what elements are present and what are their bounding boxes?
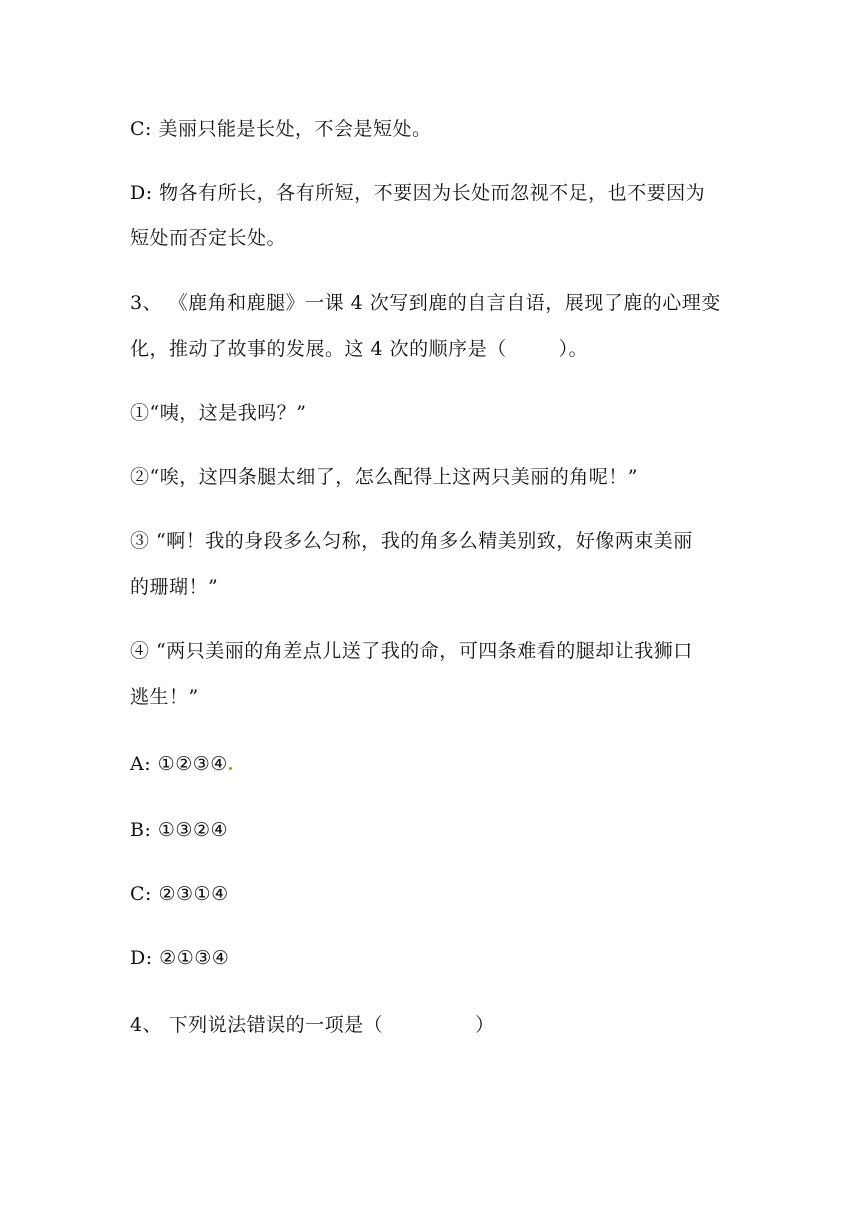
q3-stem-line2 xyxy=(130,337,740,361)
q3-option-c: C: ②③①④ xyxy=(130,883,229,905)
q4-stem xyxy=(130,1013,740,1037)
q2-option-d-line2: 短处而否定长处。 xyxy=(130,227,287,249)
q3-stem-line1: 3、 《鹿角和鹿腿》一课 4 次写到鹿的自言自语，展现了鹿的心理变 xyxy=(130,292,721,314)
q3-stem-line2-close: ）。 xyxy=(558,338,589,360)
q3-stem-line2-text: 化，推动了故事的发展。这 4 次的顺序是（ xyxy=(130,338,507,360)
q3-quote-3-line1: ③ “啊！我的身段多么匀称，我的角多么精美别致，好像两束美丽 xyxy=(130,530,693,552)
q3-quote-1: ①“咦，这是我吗？” xyxy=(130,402,307,424)
q3-option-b: B: ①③②④ xyxy=(130,819,229,841)
q4-stem-text: 4、 下列说法错误的一项是（ xyxy=(130,1014,384,1036)
q3-quote-4-line2: 逃生！” xyxy=(130,686,199,708)
q2-option-c: C: 美丽只能是长处，不会是短处。 xyxy=(130,118,432,140)
q3-option-a-text: A: ①②③④ xyxy=(130,753,228,775)
q2-option-d-line1: D: 物各有所长，各有所短，不要因为长处而忽视不足，也不要因为 xyxy=(130,182,706,204)
q4-stem-close: ） xyxy=(475,1014,495,1036)
marker-dot xyxy=(229,767,232,770)
q3-option-d: D: ②①③④ xyxy=(130,947,230,969)
q3-option-a xyxy=(130,752,740,776)
q3-quote-3-line2: 的珊瑚！” xyxy=(130,576,219,598)
q3-quote-2: ②“唉，这四条腿太细了，怎么配得上这两只美丽的角呢！” xyxy=(130,466,638,488)
q3-quote-4-line1: ④ “两只美丽的角差点儿送了我的命，可四条难看的腿却让我狮口 xyxy=(130,640,693,662)
